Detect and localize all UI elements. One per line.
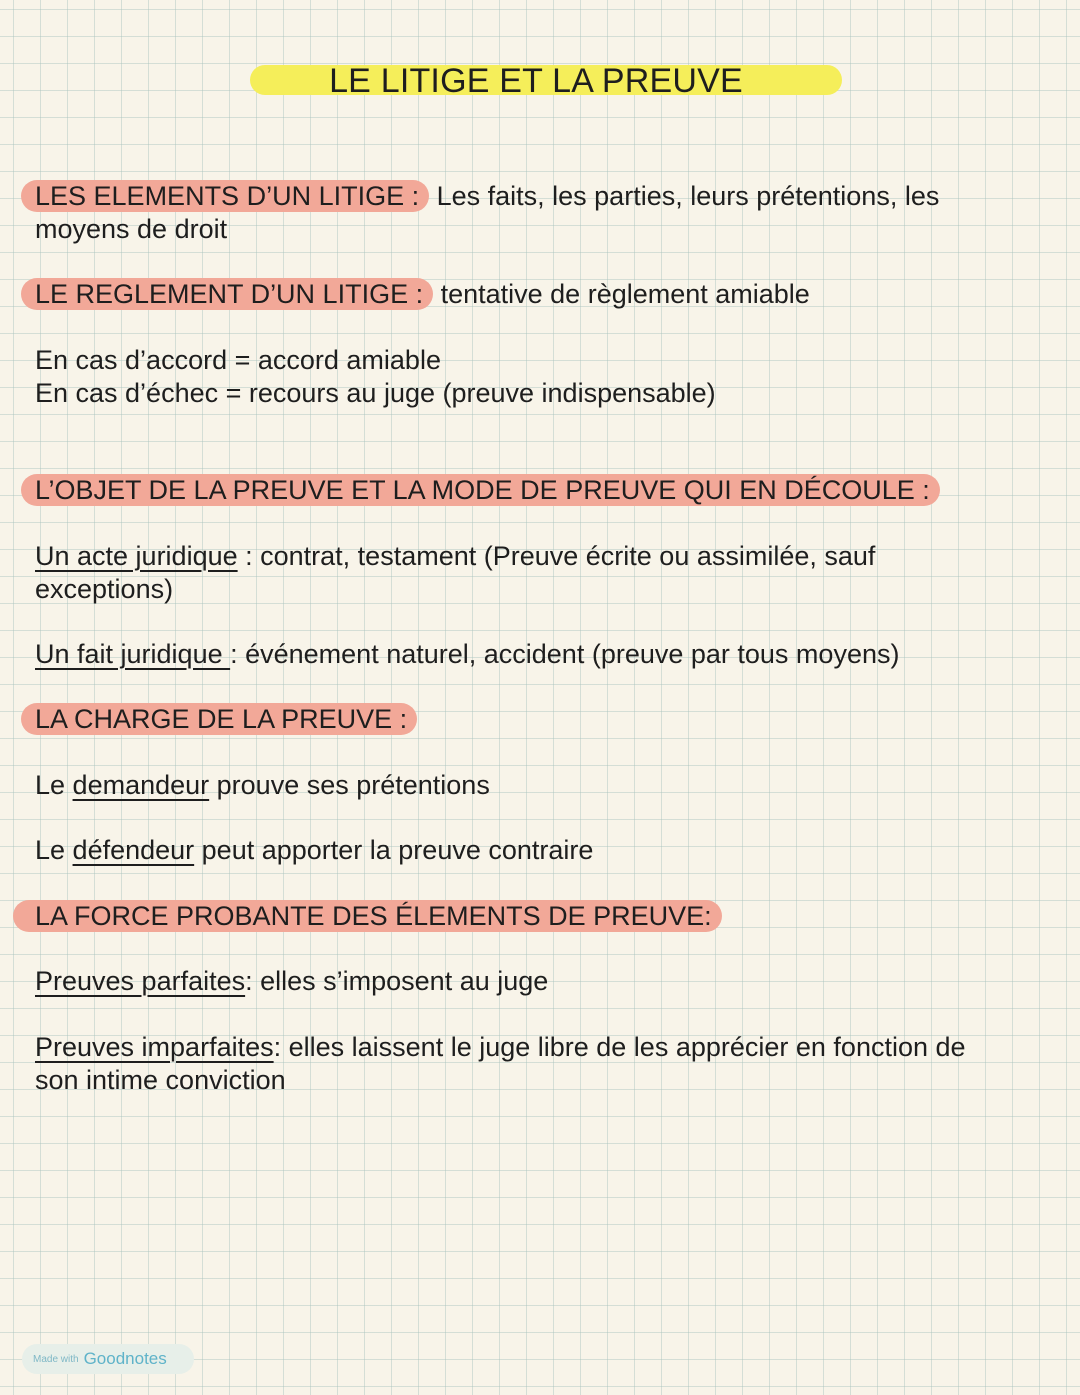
goodnotes-logo: Goodnotes — [83, 1349, 167, 1368]
section-elements — [35, 180, 1035, 246]
case-echec: En cas d’échec = recours au juge (preuve indispensable) — [35, 378, 716, 408]
fait-term: Un fait juridique — [35, 639, 231, 669]
force-imparfaites — [35, 1031, 1035, 1097]
title-block — [250, 62, 842, 98]
reglement-cases — [35, 344, 1035, 410]
case-accord: En cas d’accord = accord amiable — [35, 345, 441, 375]
demandeur-term: demandeur — [72, 770, 210, 800]
acte-text-line2: exceptions) — [35, 574, 174, 604]
section-heading-objet: L’OBJET DE LA PREUVE ET LA MODE DE PREUVE QUI EN DÉCOULE : — [21, 474, 940, 506]
objet-acte — [35, 540, 1035, 606]
defendeur-text: peut apporter la preuve contraire — [194, 835, 594, 865]
acte-text-line1: : contrat, testament (Preuve écrite ou assimilée, sauf — [237, 541, 876, 571]
page-title: LE LITIGE ET LA PREUVE — [329, 62, 743, 100]
elements-text-line1: Les faits, les parties, leurs prétentions, les — [429, 181, 940, 211]
force-parfaites — [35, 965, 1035, 998]
section-heading-charge: LA CHARGE DE LA PREUVE : — [21, 703, 417, 735]
reglement-text: tentative de règlement amiable — [433, 279, 810, 309]
section-force — [35, 900, 1035, 933]
objet-fait — [35, 638, 1035, 671]
made-with-label: Made with — [33, 1353, 79, 1365]
section-charge — [35, 703, 1035, 736]
parfaites-text: : elles s’imposent au juge — [245, 966, 549, 996]
charge-defendeur — [35, 834, 1035, 867]
section-heading-force: LA FORCE PROBANTE DES ÉLEMENTS DE PREUVE: — [13, 900, 722, 932]
defendeur-prefix: Le — [35, 835, 73, 865]
section-reglement — [35, 278, 1035, 311]
goodnotes-badge — [22, 1344, 194, 1374]
fait-text: : événement naturel, accident (preuve par tous moyens) — [230, 639, 900, 669]
section-heading-elements: LES ELEMENTS D’UN LITIGE : — [21, 180, 429, 212]
imparfaites-term: Preuves imparfaites — [35, 1032, 274, 1062]
acte-term: Un acte juridique — [35, 541, 238, 571]
demandeur-prefix: Le — [35, 770, 73, 800]
defendeur-term: défendeur — [72, 835, 195, 865]
imparfaites-text-line1: : elles laissent le juge libre de les apprécier en fonction de — [273, 1032, 966, 1062]
imparfaites-text-line2: son intime conviction — [35, 1065, 286, 1095]
elements-text-line2: moyens de droit — [35, 214, 228, 244]
demandeur-text: prouve ses prétentions — [209, 770, 490, 800]
charge-demandeur — [35, 769, 1035, 802]
parfaites-term: Preuves parfaites — [35, 966, 246, 996]
section-objet — [35, 474, 1035, 507]
section-heading-reglement: LE REGLEMENT D’UN LITIGE : — [21, 278, 433, 310]
